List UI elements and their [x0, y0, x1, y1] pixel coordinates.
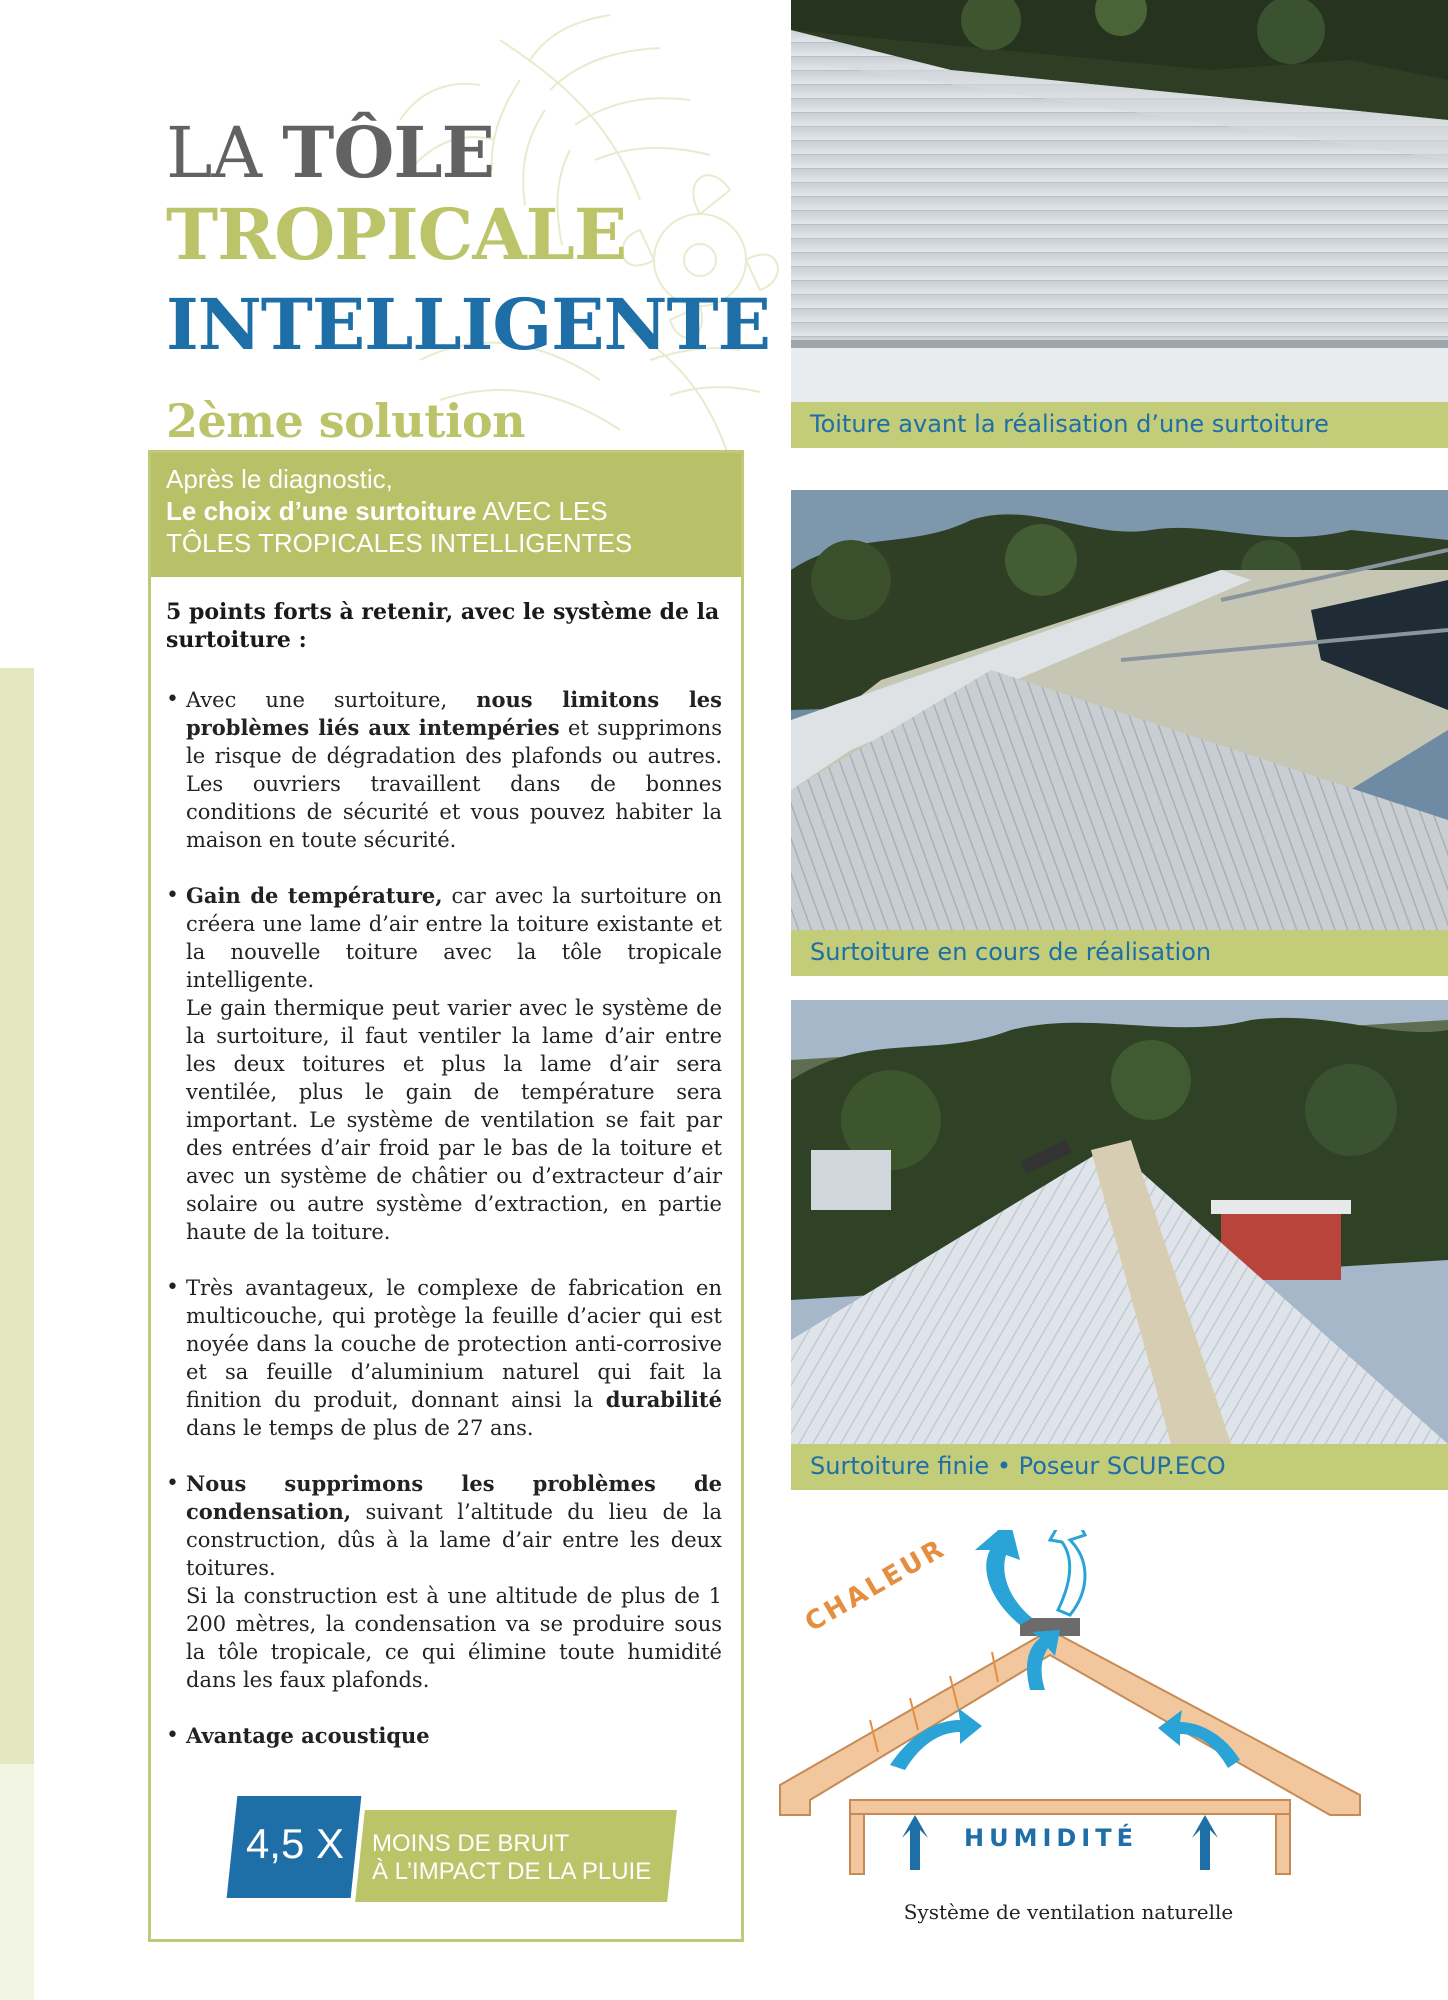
bullet-1-text-end: et supprimons le risque de dégradation des plafonds ou autres. Les ouvriers travaillent dans de bonnes conditions de sécurité et vous pouvez habiter la maison en toute sécurité.	[186, 716, 722, 852]
bullet-2-paragraph-2: Le gain thermique peut varier avec le système de la surtoiture, il faut ventiler la lame d’air entre les deux toitures et plus la lame d’air sera ventilée, plus le gain de température sera important. Le système de ventilation se fait par des entrées d’air froid par le bas de la toiture et avec un système de châtier ou d’extracteur d’air solaire ou autre système d’extraction, en partie haute de la toiture.	[186, 996, 722, 1244]
bullet-5-bold: Avantage acoustique	[186, 1723, 430, 1748]
bullet-condensation	[166, 1470, 722, 1694]
badge-line-2: À L’IMPACT DE LA PLUIE	[372, 1858, 652, 1885]
bullet-acoustique	[166, 1722, 722, 1750]
bullet-list	[166, 686, 722, 1778]
photo-2-caption: Surtoiture en cours de réalisation	[791, 930, 1448, 976]
subtitle: 2ème solution	[166, 394, 526, 448]
photo-3-caption: Surtoiture finie • Poseur SCUP.ECO	[791, 1444, 1448, 1490]
box-header-line-3: TÔLES TROPICALES INTELLIGENTES	[166, 528, 633, 558]
box-header-bold: Le choix d’une surtoiture	[166, 496, 477, 526]
title-line-1	[166, 111, 494, 194]
badge-line-1: MOINS DE BRUIT	[372, 1830, 570, 1857]
photo-roof-in-progress	[791, 490, 1448, 930]
bullet-3-text-start: Très avantageux, le complexe de fabrication en multicouche, qui protège la feuille d’acier qui est noyée dans la couche de protection anti-corrosive et sa feuille d’aluminium naturel qui fait la finition du produit, donnant ainsi la	[186, 1276, 722, 1412]
left-decorative-bar-faint	[0, 1764, 34, 2000]
diagram-caption: Système de ventilation naturelle	[903, 1900, 1234, 1924]
photo-roof-before	[791, 0, 1448, 402]
bullet-4-bold: Nous supprimons les problèmes de condensation,	[186, 1471, 722, 1524]
badge-value: 4,5 X	[245, 1820, 345, 1867]
bullet-temperature	[166, 882, 722, 1246]
title-line-3: INTELLIGENTE	[166, 283, 770, 366]
bullet-durabilite	[166, 1274, 722, 1442]
humidity-label: HUMIDITÉ	[964, 1824, 1139, 1852]
title-la: LA	[166, 112, 283, 194]
bullet-1-bold: nous limitons les problèmes liés aux intempéries	[186, 687, 722, 740]
bullet-3-bold: durabilité	[605, 1387, 722, 1412]
badge-text	[372, 1830, 662, 1886]
bullet-1-text-start: Avec une surtoiture,	[186, 688, 477, 712]
content-box-header	[151, 453, 741, 577]
title-tole: TÔLE	[282, 111, 494, 194]
bullet-intemperies	[166, 686, 722, 854]
box-header-line-2	[166, 495, 723, 527]
intro-text: 5 points forts à retenir, avec le système de la surtoiture :	[166, 599, 720, 653]
bullet-3-text-end: dans le temps de plus de 27 ans.	[186, 1416, 534, 1440]
box-header-line-1: Après le diagnostic,	[166, 464, 393, 494]
photo-roof-finished	[791, 1000, 1448, 1444]
bullet-2-bold: Gain de température,	[186, 883, 443, 908]
photo-1-caption: Toiture avant la réalisation d’une surtoiture	[791, 402, 1448, 448]
box-header-rest: AVEC LES	[476, 496, 608, 526]
bullet-4-paragraph-2: Si la construction est à une altitude de plus de 1 200 mètres, la condensation va se produire sous la tôle tropicale, ce qui élimine toute humidité dans les faux plafonds.	[186, 1584, 722, 1692]
heat-label: CHALEUR	[800, 1533, 952, 1638]
bullet-4-text: suivant l’altitude du lieu de la construction, dûs à la lame d’air entre les deux toitures.	[186, 1500, 722, 1580]
left-decorative-bar	[0, 668, 34, 1764]
title-line-2: TROPICALE	[166, 193, 627, 276]
bullet-2-text: car avec la surtoiture on créera une lame d’air entre la toiture existante et la nouvelle toiture avec la tôle tropicale intelligente.	[186, 884, 722, 992]
